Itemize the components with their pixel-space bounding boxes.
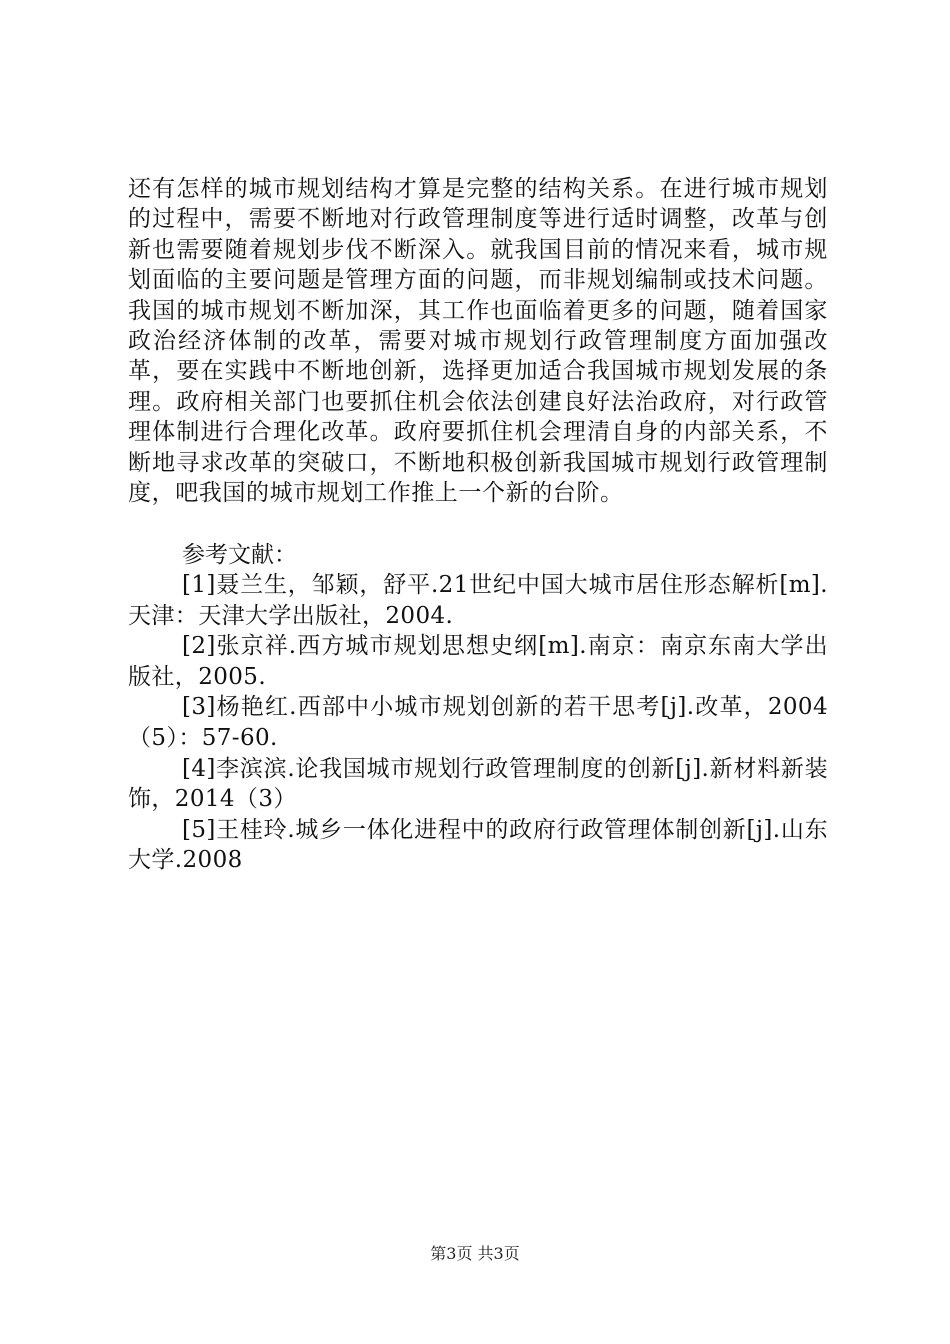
reference-item-5: [5]王桂玲.城乡一体化进程中的政府行政管理体制创新[j].山东大学.2008 — [128, 816, 828, 874]
references-heading: 参考文献： — [182, 542, 297, 568]
reference-item-1: [1]聂兰生，邹颖，舒平.21世纪中国大城市居住形态解析[m].天津：天津大学出版社，2004. — [128, 572, 828, 629]
reference-item-4: [4]李滨滨.论我国城市规划行政管理制度的创新[j].新材料新装饰，2014（3） — [128, 755, 828, 813]
page-footer: 第3页 共3页 — [430, 1244, 520, 1263]
reference-item-2: [2]张京祥.西方城市规划思想史纲[m].南京：南京东南大学出版社，2005. — [128, 633, 828, 690]
body-paragraph: 还有怎样的城市规划结构才算是完整的结构关系。在进行城市规划的过程中，需要不断地对行政管理制度等进行适时调整，改革与创新也需要随着规划步伐不断深入。就我国目前的情况来看，城市规划面临的主要问题是管理方面的问题，而非规划编制或技术问题。我国的城市规划不断加深，其工作也面临着更多的问题，随着国家政治经济体制的改革，需要对城市规划行政管理制度方面加强改革，要在实践中不断地创新，选择更加适合我国城市规划发展的条理。政府相关部门也要抓住机会依法创建良好法治政府，对行政管理体制进行合理化改革。政府要抓住机会理清自身的内部关系，不断地寻求改革的突破口，不断地积极创新我国城市规划行政管理制度，吧我国的城市规划工作推上一个新的台阶。 — [128, 176, 828, 507]
references-list — [128, 570, 828, 876]
reference-item-3: [3]杨艳红.西部中小城市规划创新的若干思考[j].改革，2004（5）：57-60. — [128, 694, 828, 751]
